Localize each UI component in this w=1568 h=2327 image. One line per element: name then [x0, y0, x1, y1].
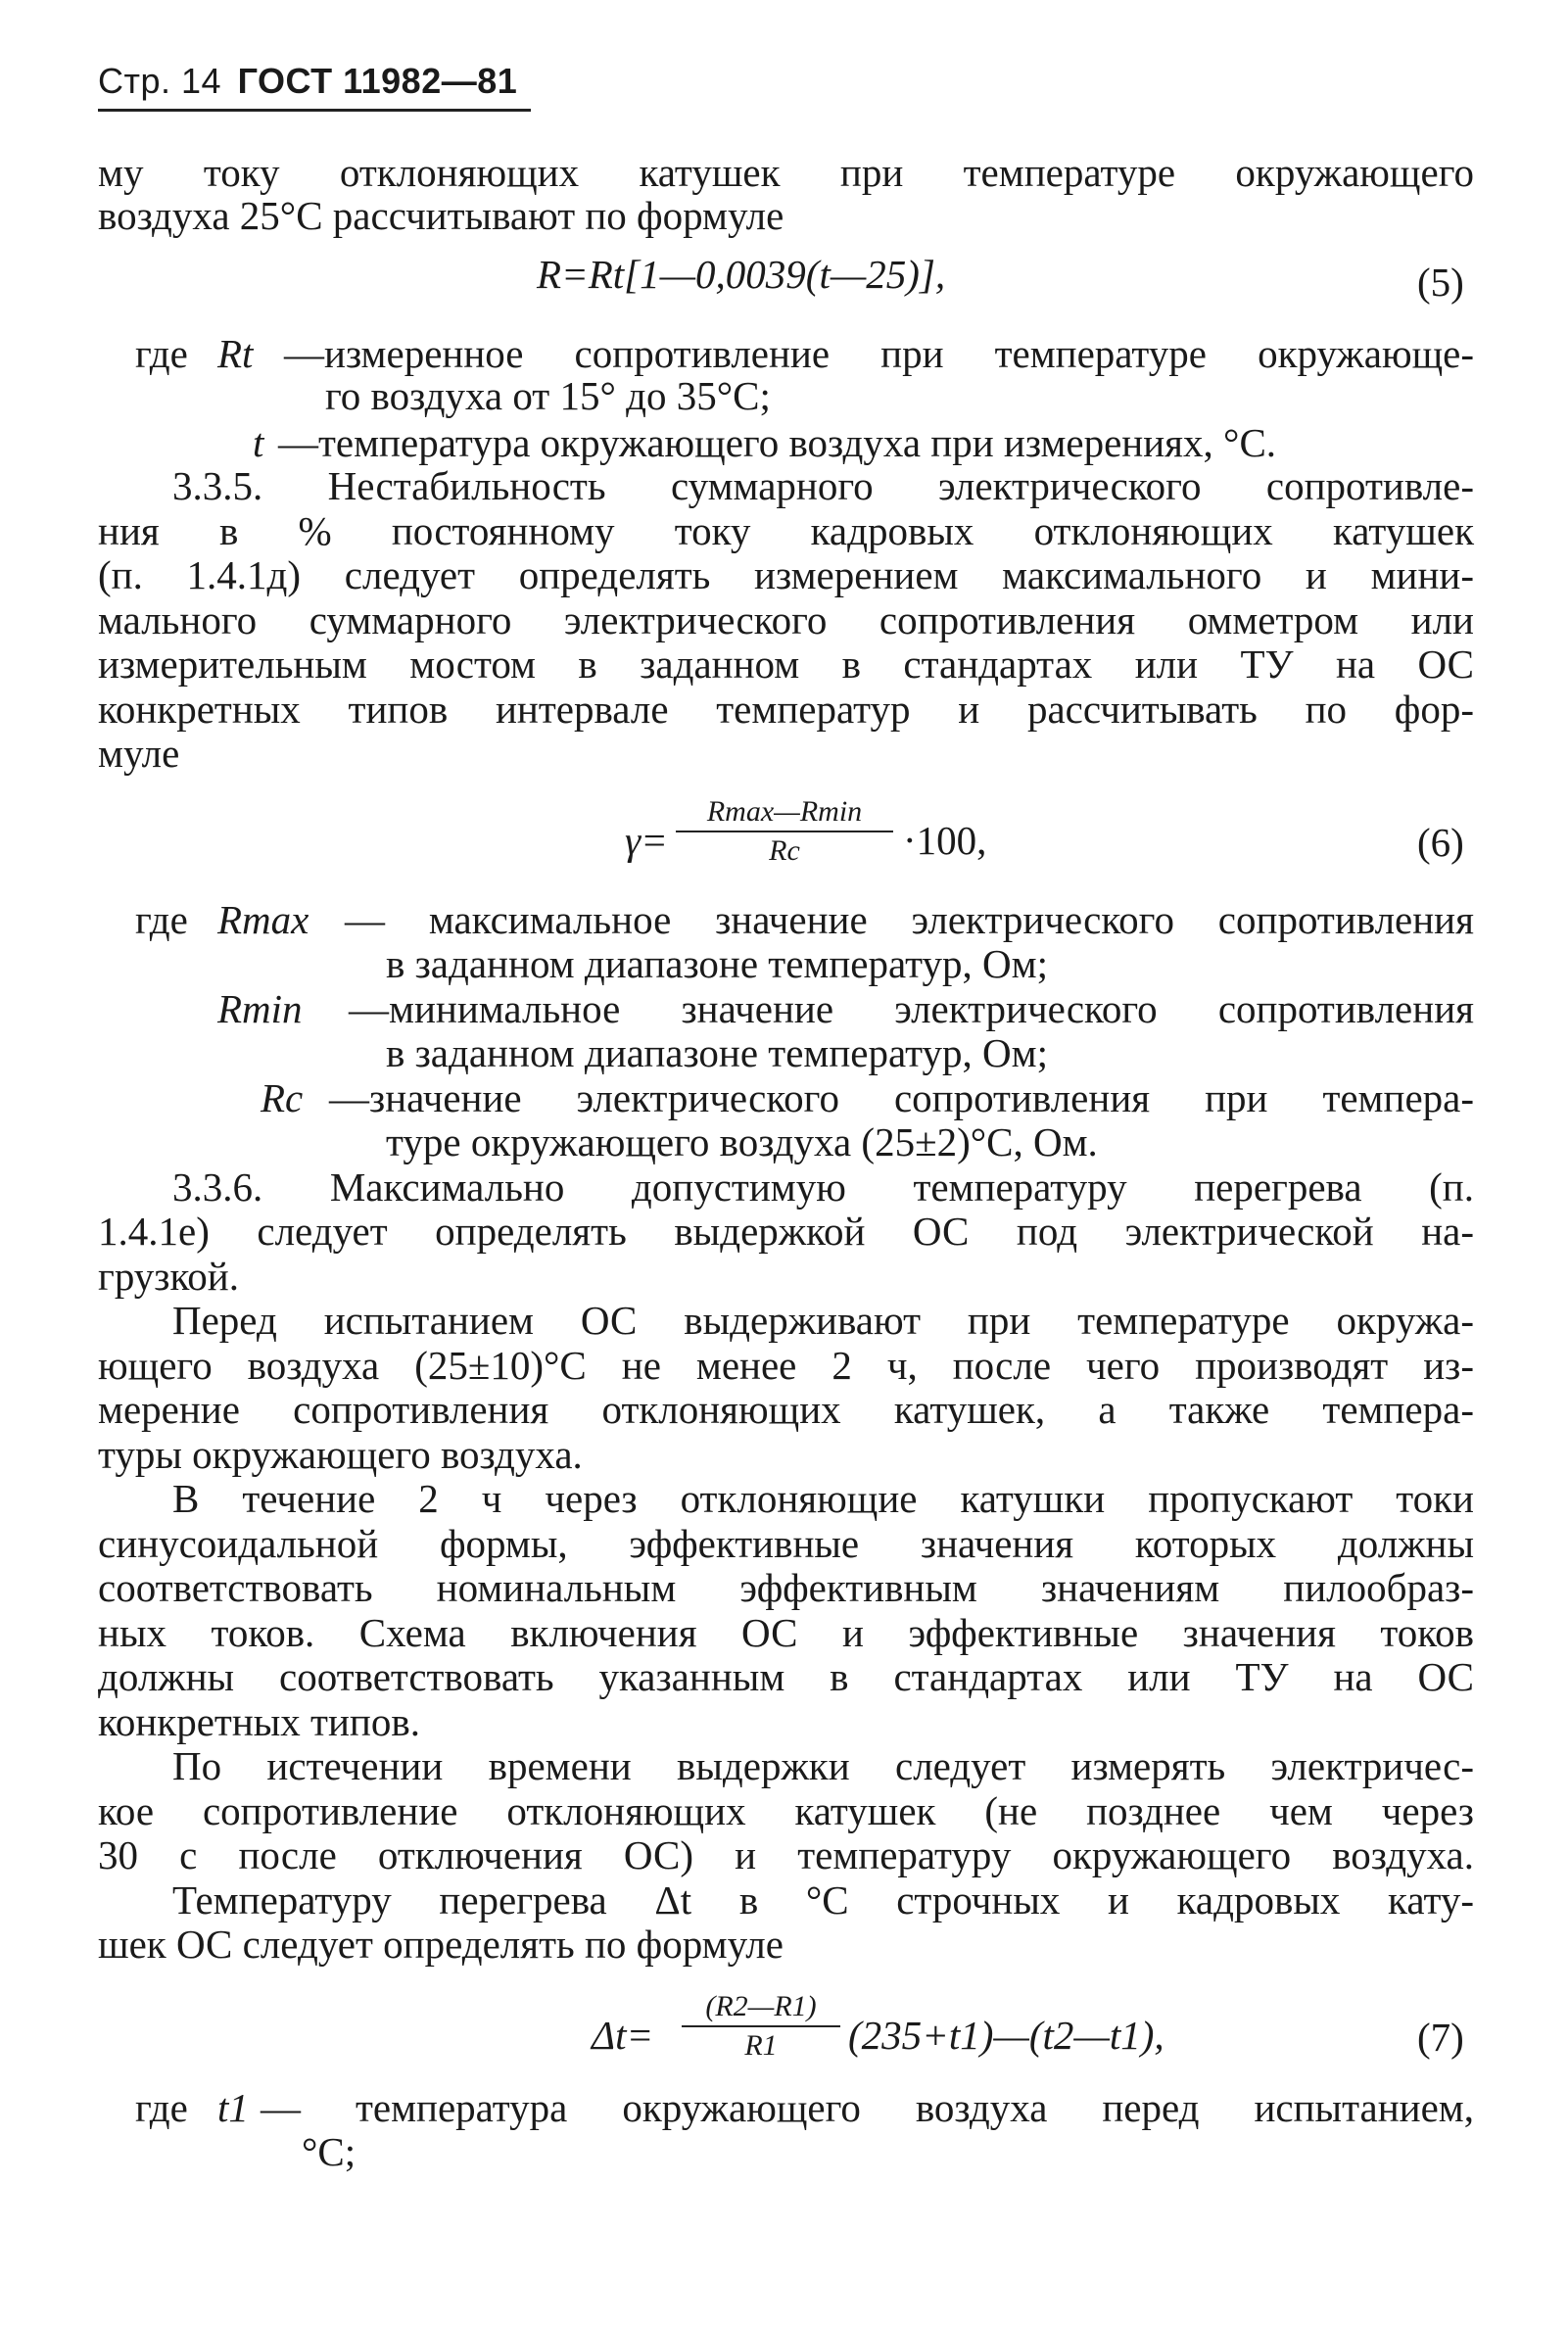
text-line: —измеренное сопротивление при температуре окружающе-	[284, 331, 1474, 376]
symbol-t1: t1	[217, 2085, 249, 2130]
text-line: —температура окружающего воздуха при измерениях, °С.	[278, 420, 1277, 465]
where-label: где	[135, 897, 188, 942]
symbol-t: t	[253, 420, 264, 465]
formula-6-fraction	[676, 795, 893, 868]
symbol-rmin: Rmin	[217, 986, 303, 1031]
text-line: измерительным мостом в заданном в стандартах или ТУ на ОС	[98, 641, 1474, 687]
section-3-3-5: 3.3.5. Нестабильность суммарного электрического сопротивле-	[172, 463, 1474, 508]
formula-6-rhs: ·100,	[903, 818, 987, 863]
text-line: конкретных типов.	[98, 1699, 420, 1744]
text-line: —минимальное значение электрического сопротивления	[349, 986, 1474, 1031]
where-label: где	[135, 2085, 188, 2130]
header-rule	[98, 109, 531, 112]
text-line: мерение сопротивления отклоняющих катушек, а также темпера-	[98, 1387, 1474, 1432]
text-line: — максимальное значение электрического сопротивления	[345, 897, 1474, 942]
text-line: (п. 1.4.1д) следует определять измерением максимального и мини-	[98, 552, 1474, 597]
text-line: °С;	[302, 2129, 356, 2174]
text-line: —значение электрического сопротивления при темпера-	[329, 1075, 1474, 1120]
text-line: кое сопротивление отклоняющих катушек (не позднее чем через	[98, 1788, 1474, 1833]
text-line: конкретных типов интервале температур и рассчитывать по фор-	[98, 687, 1474, 732]
page-header	[98, 61, 517, 102]
text-line: Перед испытанием ОС выдерживают при температуре окружа-	[172, 1298, 1474, 1343]
text-line: шек ОС следует определять по формуле	[98, 1922, 784, 1967]
text-line: туры окружающего воздуха.	[98, 1432, 583, 1477]
equation-number-5: (5)	[1417, 260, 1464, 305]
symbol-rmax: Rmax	[217, 897, 309, 942]
text-line: ющего воздуха (25±10)°С не менее 2 ч, после чего производят из-	[98, 1343, 1474, 1388]
text-line: в заданном диапазоне температур, Ом;	[386, 1030, 1048, 1075]
standard-designation: ГОСТ 11982—81	[237, 61, 518, 101]
text-line: ния в % постоянному току кадровых отклоняющих катушек	[98, 508, 1474, 553]
fraction-numerator: Rmax—Rmin	[676, 795, 893, 832]
equation-number-7: (7)	[1417, 2015, 1464, 2060]
text-line: мального суммарного электрического сопротивления омметром или	[98, 597, 1474, 642]
formula-5: R=Rt[1—0,0039(t—25)],	[537, 252, 946, 297]
page-number-label: Стр. 14	[98, 61, 222, 101]
text-line: синусоидальной формы, эффективные значения которых должны	[98, 1521, 1474, 1566]
section-3-3-6: 3.3.6. Максимально допустимую температуру перегрева (п.	[172, 1164, 1474, 1210]
text-line: ных токов. Схема включения ОС и эффективные значения токов	[98, 1610, 1474, 1655]
text-line: 30 с после отключения ОС) и температуру окружающего воздуха.	[98, 1832, 1474, 1877]
symbol-rt: Rt	[217, 331, 254, 376]
text-line: в заданном диапазоне температур, Ом;	[386, 941, 1048, 986]
symbol-rc: Rc	[261, 1075, 304, 1120]
text-line: воздуха 25°С рассчитывают по формуле	[98, 193, 784, 238]
equation-number-6: (6)	[1417, 820, 1464, 865]
fraction-numerator: (R2—R1)	[682, 1990, 840, 2027]
text-line: — температура окружающего воздуха перед испытанием,	[261, 2085, 1474, 2130]
formula-7-fraction	[682, 1990, 840, 2063]
fraction-denominator: Rc	[769, 834, 800, 867]
text-line: По истечении времени выдержки следует измерять электричес-	[172, 1743, 1474, 1788]
formula-7-rhs: (235+t1)—(t2—t1),	[848, 2013, 1164, 2058]
text-line: В течение 2 ч через отклоняющие катушки пропускают токи	[172, 1476, 1474, 1521]
fraction-denominator: R1	[744, 2029, 778, 2062]
formula-6-lhs: γ=	[625, 818, 668, 863]
text-line: туре окружающего воздуха (25±2)°С, Ом.	[386, 1119, 1098, 1164]
formula-7-lhs: Δt=	[592, 2013, 654, 2058]
text-line: грузкой.	[98, 1254, 240, 1299]
text-line: соответствовать номинальным эффективным значениям пилообраз-	[98, 1565, 1474, 1610]
text-line: му току отклоняющих катушек при температуре окружающего	[98, 150, 1474, 195]
text-line: муле	[98, 731, 180, 776]
text-line: го воздуха от 15° до 35°С;	[325, 373, 771, 418]
text-line: 1.4.1е) следует определять выдержкой ОС под электрической на-	[98, 1209, 1474, 1254]
where-label: где	[135, 331, 188, 376]
text-line: Температуру перегрева Δt в °С строчных и кадровых кату-	[172, 1877, 1474, 1923]
text-line: должны соответствовать указанным в стандартах или ТУ на ОС	[98, 1654, 1474, 1699]
